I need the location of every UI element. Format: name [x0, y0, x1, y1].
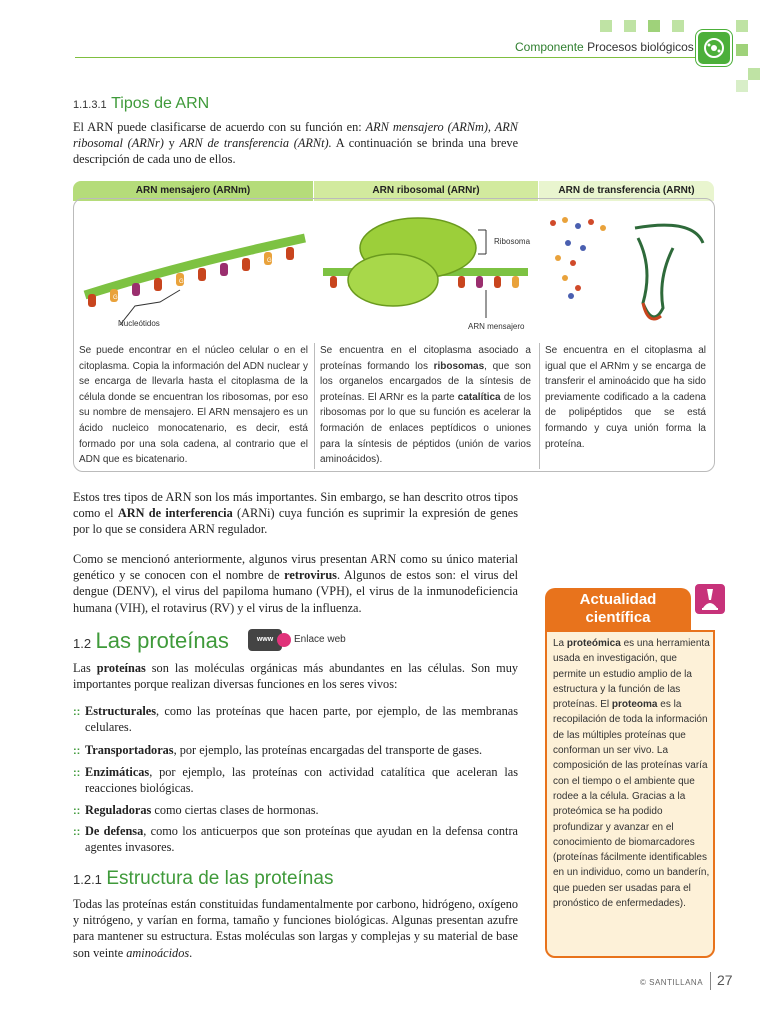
header-rule	[75, 57, 695, 58]
sidebar-text: La proteómica es una herramienta usada en investigación, que permite un estudio amplio de la estructura y la función de las proteínas. El proteoma es la recopilación de toda la información de las múltiples proteínas que conforman un ser vivo. La composición de las proteínas varía con el tiempo o el ambiente que rodee a la célula. Gracias a la proteómica se ha podido profundizar y avanzar en el conocimiento de biomarcadores (proteínas fácilmente identificables en un individuo, como un banderín, que pueden ser usadas para el pronóstico de enfermedades).	[553, 638, 710, 910]
decor-square	[736, 80, 748, 92]
decor-square	[736, 44, 748, 56]
section-title-estructura: 1.2.1 Estructura de las proteínas	[73, 868, 334, 889]
web-link-icon[interactable]	[277, 633, 291, 647]
list-item: :: Transportadoras, por ejemplo, las proteínas encargadas del transporte de gases.	[73, 743, 483, 757]
label-ribosoma: Ribosoma	[494, 237, 531, 246]
cell-icon	[696, 30, 732, 66]
decor-square	[736, 20, 748, 32]
svg-text:G: G	[179, 279, 184, 285]
web-link-badge[interactable]: www	[248, 629, 282, 651]
paragraph-retrovirus: Como se mencionó anteriormente, algunos virus presentan ARN como su único material genético y se conocen con el nombre de retrovirus. Algunos de estos son: el virus del dengue (DENV), el virus del papiloma humano (VPH), el virus de la inmunodeficiencia humana (VIH), el rotavirus (RV) y el virus de la influenza.	[73, 552, 519, 615]
decor-square	[624, 20, 636, 32]
page-number-divider	[710, 972, 711, 990]
intro-paragraph: El ARN puede clasificarse de acuerdo con su función en: ARN mensajero (ARNm), ARN ribosomal (ARNr) y ARN de transferencia (ARNt). A continuación se brinda una breve descripción de cada uno de ellos.	[73, 120, 519, 167]
table-header-arnm: ARN mensajero (ARNm)	[73, 181, 313, 201]
section-title-tipos-arn: 1.1.3.1 Tipos de ARN	[73, 95, 210, 112]
list-item: :: Reguladoras como ciertas clases de hormonas.	[73, 803, 319, 817]
arnt-description: Se encuentra en el citoplasma al igual que el ARNm y se encarga de transferir el aminoácido que ha sido previamente codificado a la cadena de polipéptidos que se está formando y cuya unión forma la proteína.	[545, 345, 706, 450]
structure-paragraph: Todas las proteínas están constituidas fundamentalmente por carbono, hidrógeno, oxígeno y nitrógeno, y varían en forma, tamaño y funciones biológicas. Algunas presentan azufre para mantener su estructura. Estas moléculas son largas y complejas y su material de base son veinte aminoácidos.	[73, 897, 518, 960]
svg-text:G: G	[267, 258, 272, 264]
sidebar-title: Actualidad científica	[545, 588, 691, 633]
arnm-description: Se puede encontrar en el núcleo celular o en el citoplasma. Copia la información del ADN nuclear y se encarga de llevarla hasta el citoplasma de la célula donde se encuentran los ribosomas, por eso su nombre de mensajero. El ARN mensajero es un ácido nucleico monocatenario, es decir, está formado por una sola cadena, al contrario que el ADN que es bicatenario.	[79, 345, 308, 466]
decor-square	[600, 20, 612, 32]
section-title-proteinas: 1.2 Las proteínas	[73, 628, 229, 653]
list-item: :: Enzimáticas, por ejemplo, las proteínas con actividad catalítica que aceleran las reacciones biológicas.	[73, 765, 518, 796]
publisher-credit: © SANTILLANA	[640, 978, 704, 987]
label-arn-mensajero: ARN mensajero	[468, 322, 525, 331]
svg-text:G: G	[113, 295, 118, 301]
arnr-description: Se encuentra en el citoplasma asociado a proteínas formando los ribosomas, que son los organelos encargados de la síntesis de proteínas. El ARNr es la parte catalítica de los ribosomas por lo que su función es acelerar la formación de enlaces peptídicos o uniones para la síntesis de péptidos (unión de varios aminoácidos).	[320, 345, 531, 466]
ribosome-illustration	[318, 210, 533, 330]
mrna-illustration	[80, 210, 310, 340]
table-header-arnt: ARN de transferencia (ARNt)	[539, 181, 714, 201]
proteins-intro: Las proteínas son las moléculas orgánicas más abundantes en las células. Son muy importantes porque realizan diversas funciones en los seres vivos:	[73, 661, 518, 692]
sidebar-actualidad	[545, 588, 715, 958]
header-title: Componente Procesos biológicos	[515, 40, 694, 54]
microscope-icon	[693, 582, 727, 616]
paragraph-arni: Estos tres tipos de ARN son los más importantes. Sin embargo, se han descrito otros tipos como el ARN de interferencia (ARNi) cuya función es suprimir la expresión de genes por lo que se considera ARN regulador.	[73, 490, 519, 537]
web-link-label[interactable]: Enlace web	[294, 634, 346, 645]
table-header-arnr: ARN ribosomal (ARNr)	[314, 181, 538, 201]
page-number: 27	[717, 972, 733, 988]
decor-square	[672, 20, 684, 32]
decor-square	[748, 68, 760, 80]
decor-square	[648, 20, 660, 32]
trna-illustration	[543, 208, 711, 338]
list-item: :: Estructurales, como las proteínas que hacen parte, por ejemplo, de las membranas celulares.	[73, 704, 518, 735]
column-divider	[314, 343, 315, 469]
sidebar-body	[545, 630, 715, 958]
list-item: :: De defensa, como los anticuerpos que son proteínas que ayudan en la defensa contra agentes invasores.	[73, 824, 518, 855]
column-divider	[539, 343, 540, 469]
label-nucleotidos: Nucleótidos	[118, 319, 160, 328]
